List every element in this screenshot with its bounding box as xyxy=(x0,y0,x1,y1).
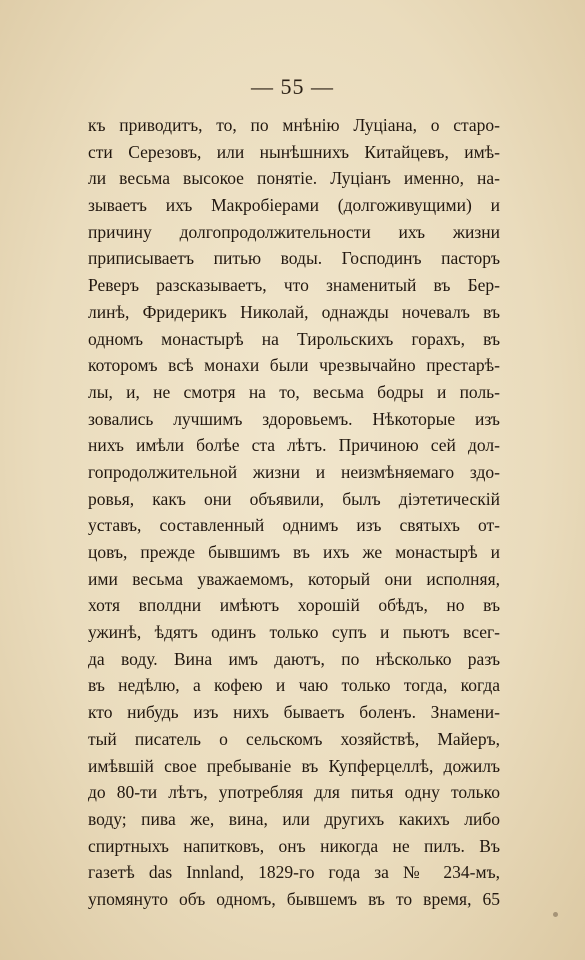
text-line: къ приводитъ, то, по мнѣнію Луціана, о старо- xyxy=(88,115,500,135)
text-line: нихъ имѣли болѣе ста лѣтъ. Причиною сей дол- xyxy=(88,435,500,456)
text-line: которомъ всѣ монахи были чрезвычайно престарѣ- xyxy=(88,355,500,376)
text-line: Реверъ разсказываетъ, что знаменитый въ Бер- xyxy=(88,275,500,296)
text-line: тый писатель о сельскомъ хозяйствѣ, Майеръ, xyxy=(88,728,500,749)
text-line: кто нибудь изъ нихъ бываетъ боленъ. Знамени- xyxy=(88,702,500,723)
text-line: цовъ, прежде бывшимъ въ ихъ же монастырѣ и xyxy=(88,542,500,562)
text-line: въ недѣлю, а кофею и чаю только тогда, когда xyxy=(88,675,500,696)
text-line: зываетъ ихъ Макробіерами (долгоживущими) и xyxy=(88,195,500,216)
text-line: спиртныхъ напитковъ, онъ никогда не пилъ. Въ xyxy=(88,835,500,856)
text-line: да воду. Вина имъ даютъ, по нѣсколько разъ xyxy=(88,648,500,669)
text-line: лы, и, не смотря на то, весьма бодры и поль- xyxy=(88,381,500,402)
text-line: причину долгопродолжительности ихъ жизни xyxy=(88,221,500,242)
text-line: ими весьма уважаемомъ, который они исполняя, xyxy=(88,568,500,589)
text-line: до 80-ти лѣтъ, употребляя для питья одну только xyxy=(88,782,500,803)
paper-spot xyxy=(553,912,558,917)
text-line: приписываетъ питью воды. Господинъ пасторъ xyxy=(88,248,500,269)
text-line: гопродолжительной жизни и неизмѣняемаго здо- xyxy=(88,461,500,482)
text-line: зовались лучшимъ здоровьемъ. Нѣкоторые изъ xyxy=(88,408,500,429)
text-line: хотя вполдни имѣютъ хорошій обѣдъ, но въ xyxy=(88,595,500,616)
text-line: воду; пива же, вина, или другихъ какихъ либо xyxy=(88,808,500,829)
text-line: газетѣ das Innland, 1829-го года за № 234-мъ, xyxy=(88,862,500,883)
page-number-header: — 55 — xyxy=(251,74,334,99)
text-line: имѣвшій свое пребываніе въ Купферцеллѣ, дожилъ xyxy=(88,755,500,776)
body-text xyxy=(88,112,500,913)
text-line: сти Серезовъ, или нынѣшнихъ Китайцевъ, имѣ- xyxy=(88,141,500,162)
text-line: уставъ, составленный однимъ изъ святыхъ от- xyxy=(88,515,500,536)
text-line: линѣ, Фридерикъ Николай, однажды ночевалъ въ xyxy=(88,301,500,322)
text-line: упомянуто объ одномъ, бывшемъ въ то время, 65 xyxy=(88,888,500,909)
text-line: одномъ монастырѣ на Тирольскихъ горахъ, въ xyxy=(88,328,500,349)
text-line: ровья, какъ они объявили, былъ діэтетическій xyxy=(88,488,500,509)
text-line: ли весьма высокое понятіе. Луціанъ именно, на- xyxy=(88,168,500,189)
text-line: ужинѣ, ѣдятъ одинъ только супъ и пьютъ всег- xyxy=(88,622,500,643)
